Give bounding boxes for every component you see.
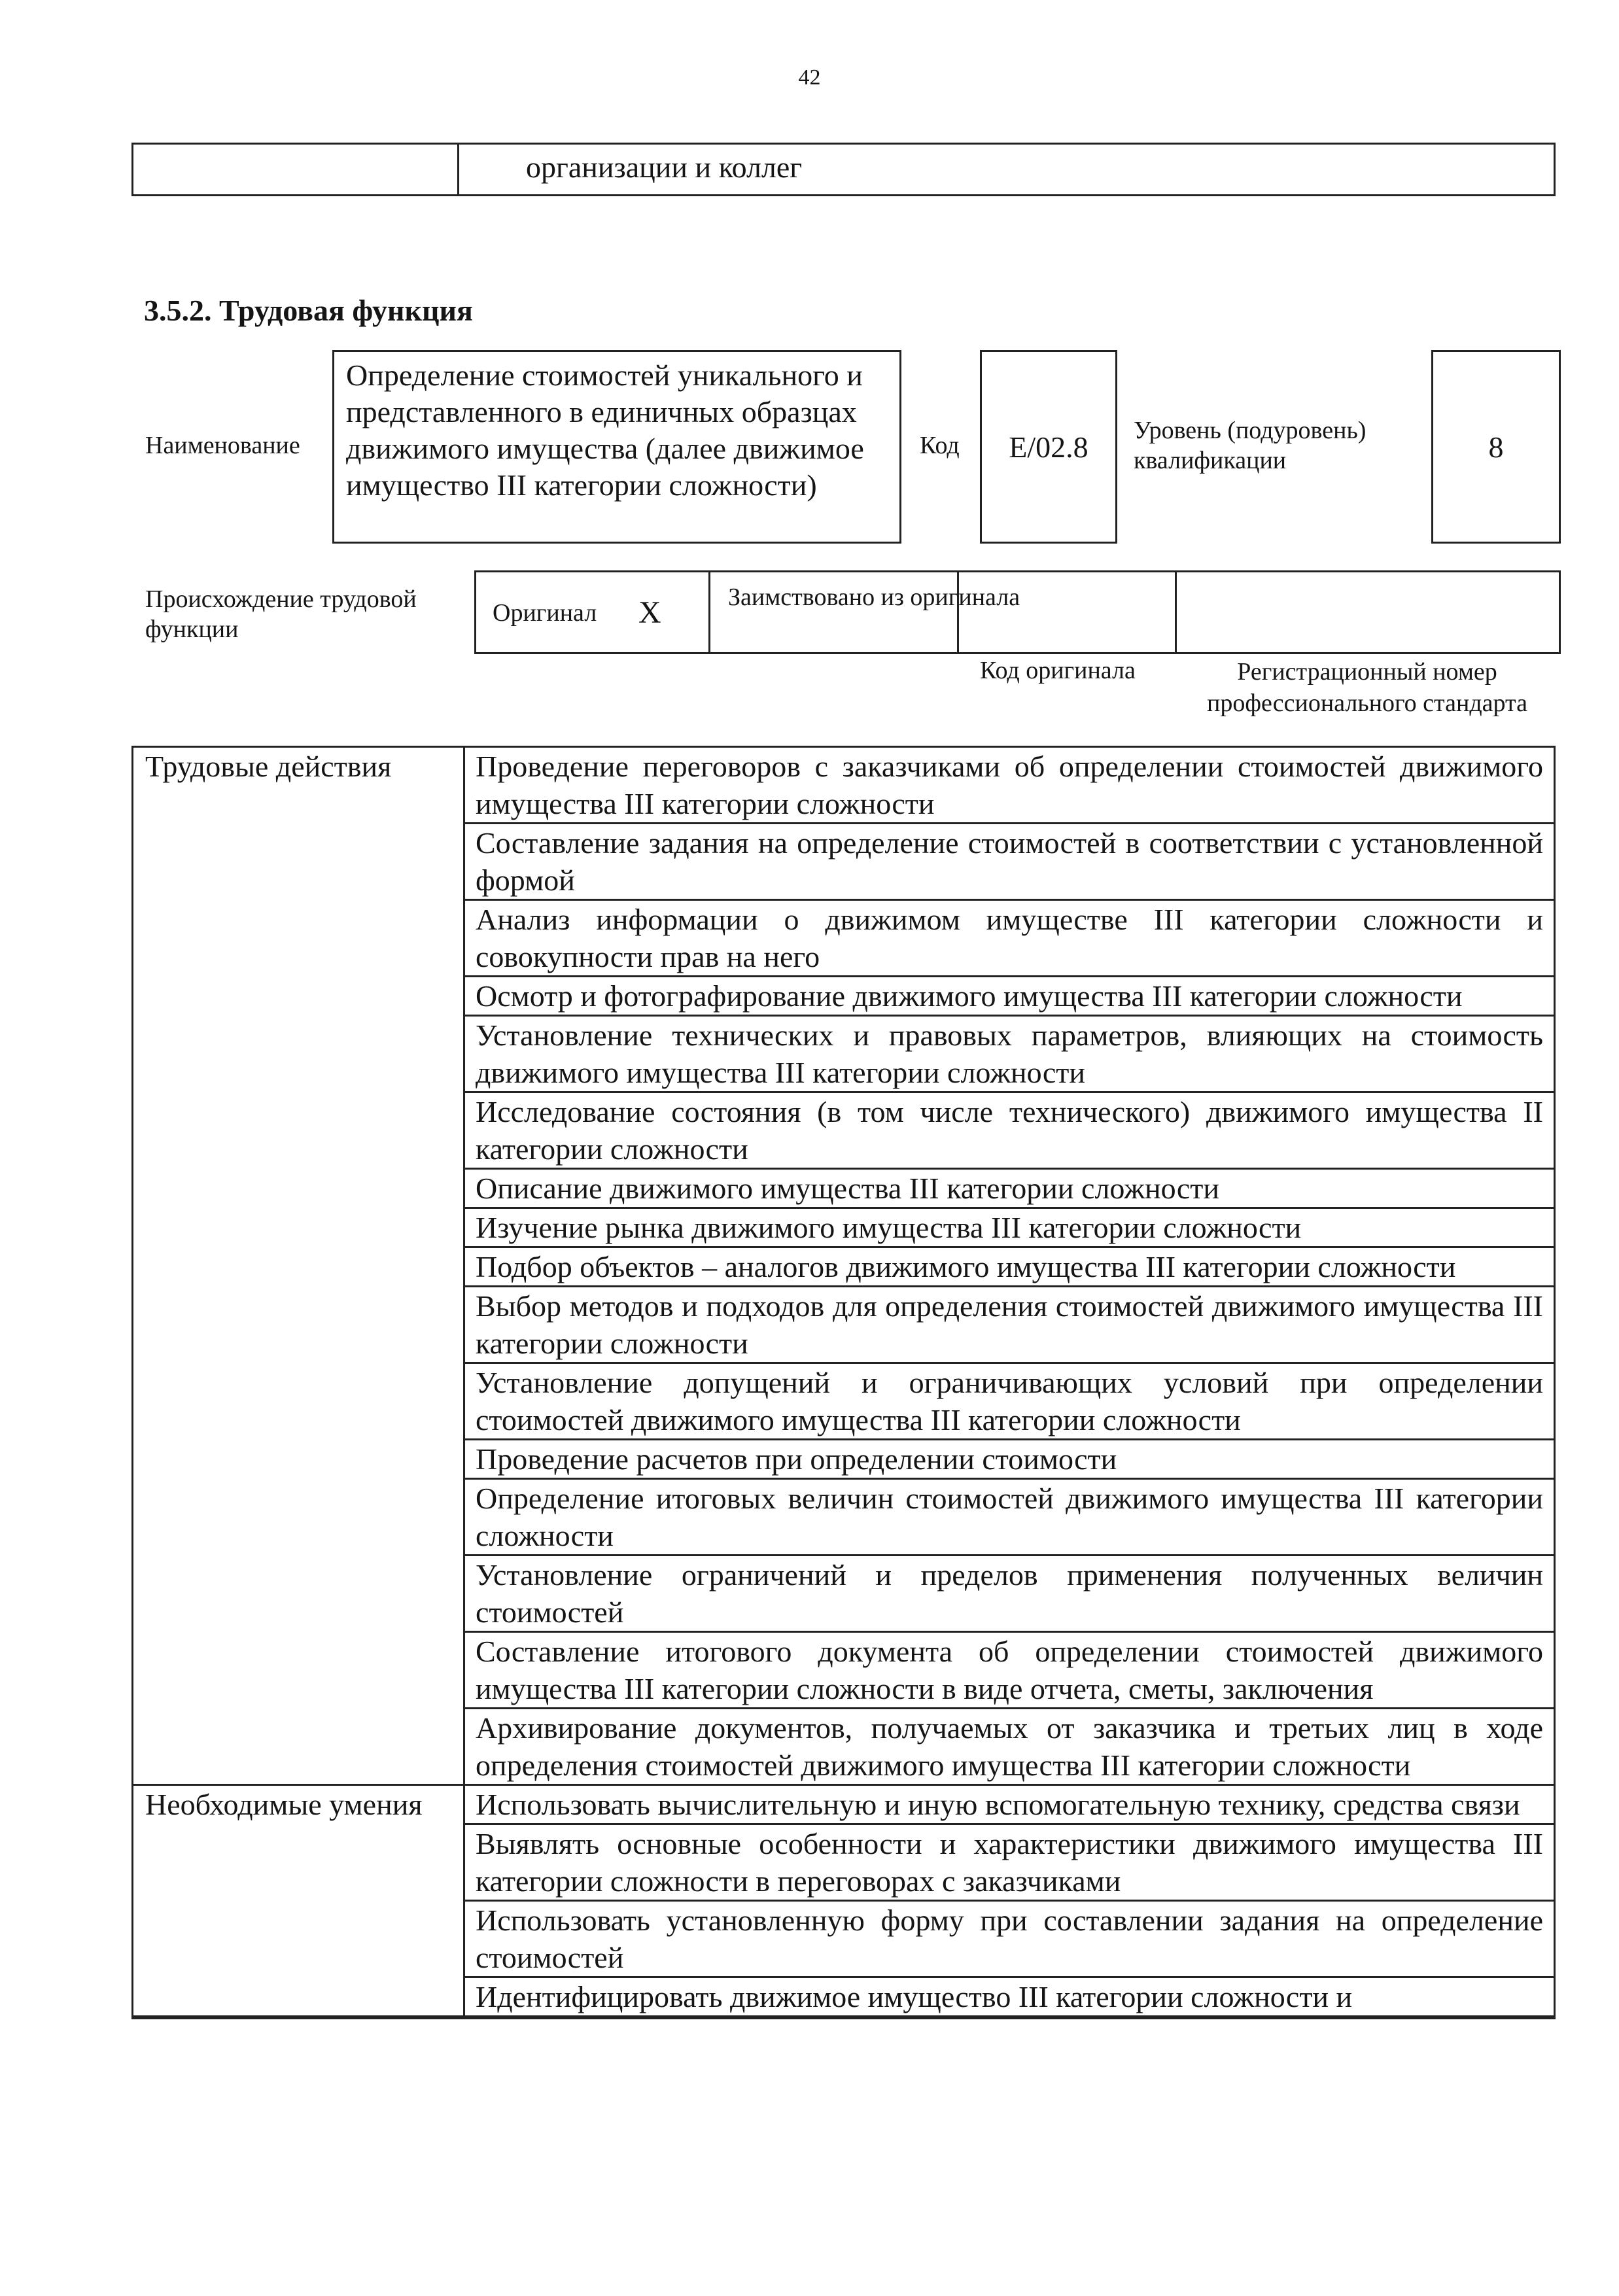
table-cell: Установление технических и правовых параметров, влияющих на стоимость движимого имущества III категории сложности	[464, 1016, 1554, 1092]
continuation-text: организации и коллег	[526, 150, 803, 184]
table-cell: Анализ информации о движимом имуществе III категории сложности и совокупности прав на него	[464, 900, 1554, 977]
level-label: Уровень (подуровень) квалификации	[1134, 417, 1367, 474]
labor-action-row	[133, 748, 1554, 824]
table-cell: Использовать установленную форму при составлении задания на определение стоимостей	[464, 1901, 1554, 1977]
table-cell: Установление ограничений и пределов применения полученных величин стоимостей	[464, 1556, 1554, 1632]
section-title: 3.5.2. Трудовая функция	[144, 294, 473, 327]
main-table	[131, 746, 1556, 2019]
original-label: Оригинал	[493, 599, 597, 627]
borrowed-label: Заимствовано из оригинала	[728, 583, 1020, 611]
table-cell: Установление допущений и ограничивающих условий при определении стоимостей движимого имущества III категории сложности	[464, 1363, 1554, 1440]
table-cell: Осмотр и фотографирование движимого имущества III категории сложности	[464, 977, 1554, 1016]
table-cell: Составление итогового документа об определении стоимостей движимого имущества III категории сложности в виде отчета, сметы, заключения	[464, 1632, 1554, 1709]
table-cell: Архивирование документов, получаемых от заказчика и третьих лиц в ходе определения стоимостей движимого имущества III категории сложности	[464, 1709, 1554, 1785]
table-cell: Проведение переговоров с заказчиками об определении стоимостей движимого имущества III категории сложности	[464, 748, 1554, 824]
table-cell: Изучение рынка движимого имущества III категории сложности	[464, 1208, 1554, 1247]
origin-divider	[1175, 572, 1177, 652]
table-cell: Выявлять основные особенности и характеристики движимого имущества III категории сложности в переговорах с заказчиками	[464, 1824, 1554, 1901]
level-box: 8	[1431, 350, 1561, 544]
original-mark: X	[638, 595, 661, 630]
table-cell: Идентифицировать движимое имущество III категории сложности и	[464, 1977, 1554, 2017]
origin-table	[474, 570, 1561, 654]
continuation-table	[131, 143, 1556, 196]
origin-label: Происхождение трудовой функции	[145, 585, 417, 643]
table-cell: Составление задания на определение стоимостей в соответствии с установленной формой	[464, 824, 1554, 900]
code-box: E/02.8	[980, 350, 1117, 544]
reg-number-caption: Регистрационный номер профессионального стандарта	[1207, 658, 1527, 717]
category-label: Необходимые умения	[133, 1785, 464, 2017]
table-cell: Проведение расчетов при определении стоимости	[464, 1440, 1554, 1479]
skill-row	[133, 1785, 1554, 1824]
table-cell: Подбор объектов – аналогов движимого имущества III категории сложности	[464, 1247, 1554, 1287]
table-cell: Описание движимого имущества III категории сложности	[464, 1169, 1554, 1208]
category-label: Трудовые действия	[133, 748, 464, 1785]
table-cell: Использовать вычислительную и иную вспомогательную технику, средства связи	[464, 1785, 1554, 1824]
table-cell: Исследование состояния (в том числе технического) движимого имущества II категории сложности	[464, 1092, 1554, 1169]
origin-divider	[708, 572, 710, 652]
table-cell: Выбор методов и подходов для определения стоимостей движимого имущества III категории сложности	[464, 1287, 1554, 1363]
name-label: Наименование	[145, 432, 300, 459]
table-cell: Определение итоговых величин стоимостей движимого имущества III категории сложности	[464, 1479, 1554, 1556]
table-divider	[457, 145, 459, 194]
code-label: Код	[920, 432, 960, 459]
code-caption: Код оригинала	[980, 657, 1136, 684]
page-number: 42	[798, 65, 821, 90]
function-name-box: Определение стоимостей уникального и представленного в единичных образцах движимого имущества (далее движимое имущество III категории сложности)	[332, 350, 901, 544]
